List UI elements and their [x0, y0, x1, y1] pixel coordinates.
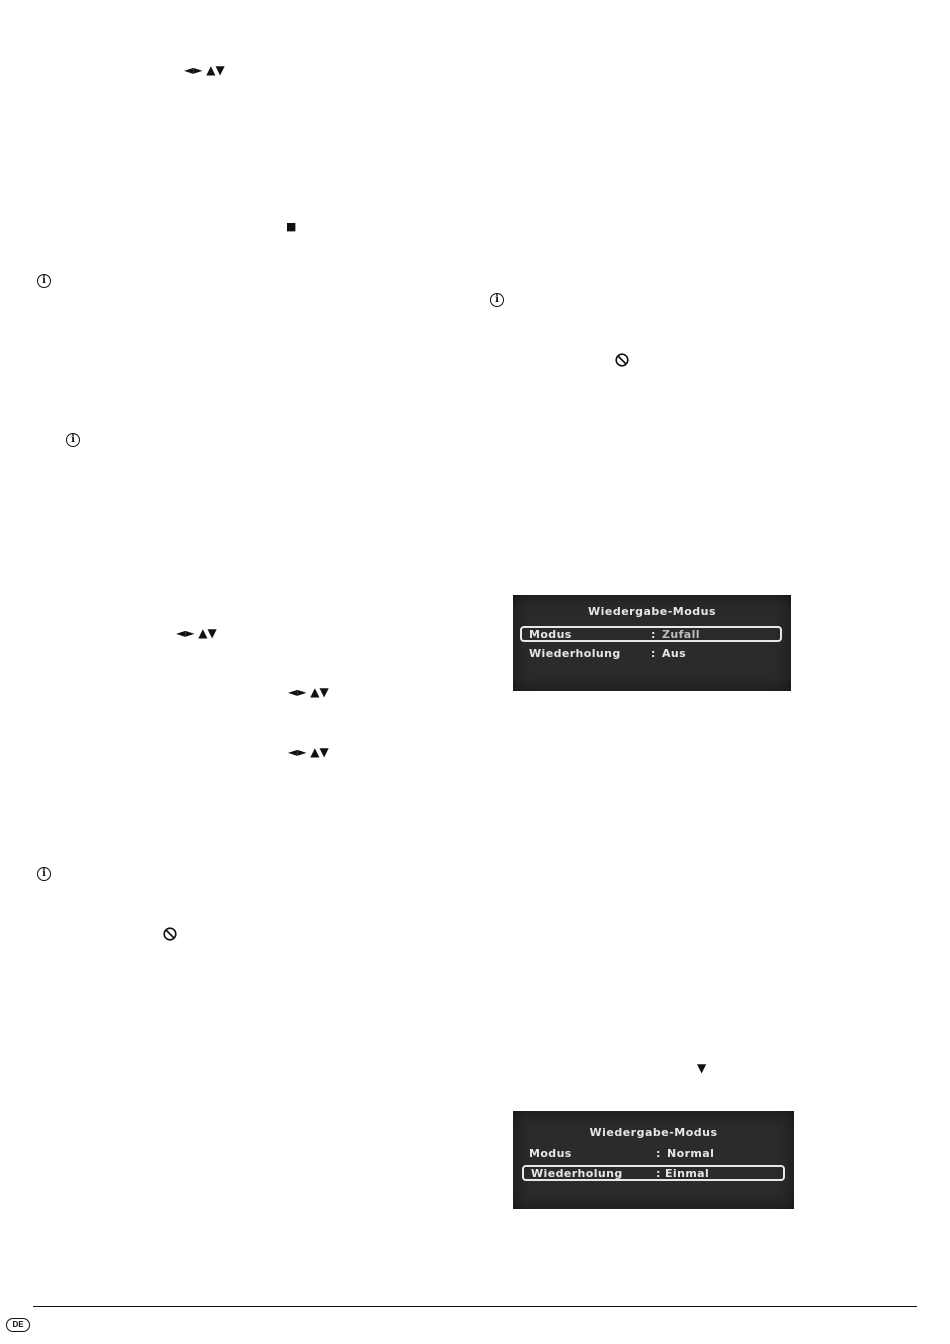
footer-divider: [33, 1306, 917, 1307]
row-separator: :: [656, 1147, 661, 1160]
nav-arrows-icon: ◄► ▲▼: [184, 63, 225, 77]
nav-arrows-icon: ◄► ▲▼: [176, 626, 217, 640]
menu-row-repeat[interactable]: [522, 646, 784, 662]
info-icon: i: [37, 867, 51, 881]
info-icon: i: [490, 293, 504, 307]
menu-row-mode[interactable]: [520, 626, 782, 642]
row-value: Zufall: [662, 628, 700, 641]
stop-icon: ■: [286, 220, 297, 233]
row-label: Modus: [529, 628, 572, 641]
down-arrow-icon: ▼: [697, 1061, 707, 1075]
row-value: Normal: [667, 1147, 715, 1160]
prohibited-icon: [615, 353, 629, 367]
row-value: Einmal: [665, 1167, 710, 1180]
playback-mode-screen: [513, 595, 791, 691]
nav-arrows-icon: ◄► ▲▼: [288, 685, 329, 699]
menu-row-mode[interactable]: [522, 1146, 784, 1162]
nav-arrows-icon: ◄► ▲▼: [288, 745, 329, 759]
row-separator: :: [651, 628, 656, 641]
row-label: Wiederholung: [531, 1167, 623, 1180]
row-separator: :: [651, 647, 656, 660]
row-label: Modus: [529, 1147, 572, 1160]
screen-title: Wiedergabe-Modus: [589, 1126, 718, 1139]
info-icon: i: [37, 274, 51, 288]
prohibited-icon: [163, 927, 177, 941]
info-icon: i: [66, 433, 80, 447]
row-value: Aus: [662, 647, 687, 660]
language-badge: DE: [6, 1318, 30, 1332]
playback-mode-screen: [513, 1111, 794, 1209]
screen-title: Wiedergabe-Modus: [587, 605, 717, 618]
row-label: Wiederholung: [529, 647, 621, 660]
menu-row-repeat[interactable]: [522, 1165, 785, 1181]
row-separator: :: [656, 1167, 661, 1180]
